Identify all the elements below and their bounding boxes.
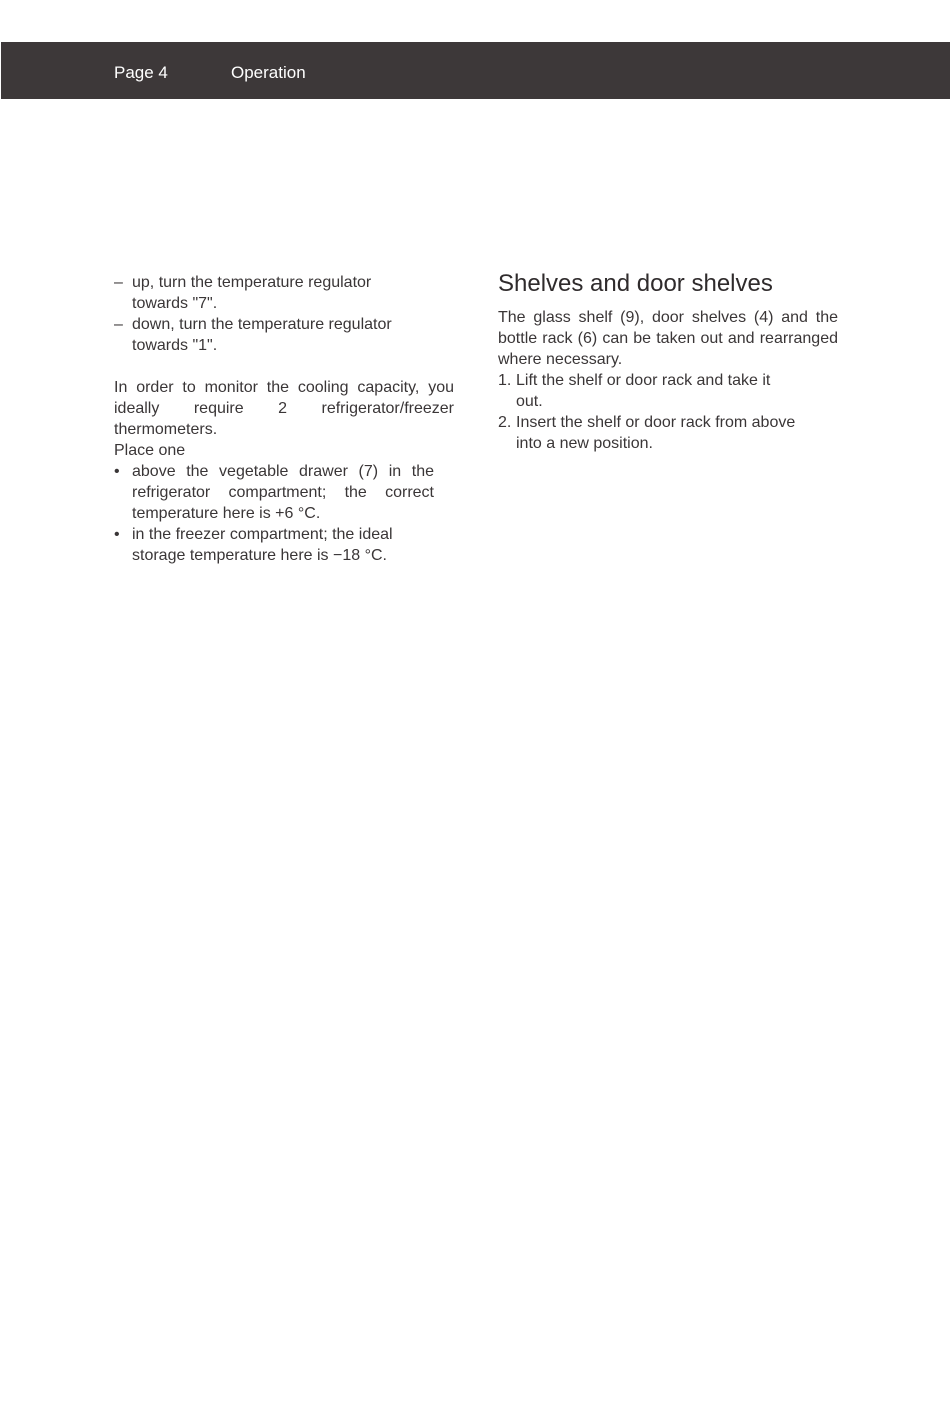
place-one-text: Place one bbox=[114, 442, 186, 459]
dash-item-text: down, turn the temperature regulator towards "1". bbox=[132, 316, 392, 354]
page-header-bar bbox=[1, 42, 950, 99]
dash-list-item bbox=[114, 314, 420, 356]
right-column bbox=[498, 268, 838, 454]
step-number: 2. bbox=[498, 414, 512, 431]
step-number: 1. bbox=[498, 372, 512, 389]
dash-marker: – bbox=[114, 316, 123, 333]
numbered-step bbox=[498, 412, 798, 454]
bullet-marker: • bbox=[114, 526, 120, 543]
bullet-item-text: above the vegetable drawer (7) in the refrigerator compartment; the correct temperature here is +6 °C. bbox=[132, 463, 434, 522]
shelves-paragraph: The glass shelf (9), door shelves (4) and the bottle rack (6) can be taken out and rearranged where necessary. bbox=[498, 309, 838, 368]
section-heading: Shelves and door shelves bbox=[498, 270, 773, 297]
bullet-marker: • bbox=[114, 463, 120, 480]
bullet-item-text: in the freezer compartment; the ideal storage temperature here is −18 °C. bbox=[132, 526, 393, 564]
monitoring-paragraph: In order to monitor the cooling capacity, you ideally require 2 refrigerator/freezer thermometers. bbox=[114, 379, 454, 438]
step-text: Insert the shelf or door rack from above into a new position. bbox=[516, 414, 796, 452]
dash-item-text: up, turn the temperature regulator towards "7". bbox=[132, 274, 372, 312]
step-text: Lift the shelf or door rack and take it out. bbox=[516, 372, 771, 410]
bullet-list-item bbox=[114, 461, 434, 524]
section-title: Operation bbox=[231, 63, 306, 82]
bullet-list-item bbox=[114, 524, 434, 566]
page-number: Page 4 bbox=[114, 63, 168, 82]
numbered-step bbox=[498, 370, 798, 412]
dash-marker: – bbox=[114, 274, 123, 291]
left-column bbox=[114, 272, 454, 566]
dash-list-item bbox=[114, 272, 418, 314]
